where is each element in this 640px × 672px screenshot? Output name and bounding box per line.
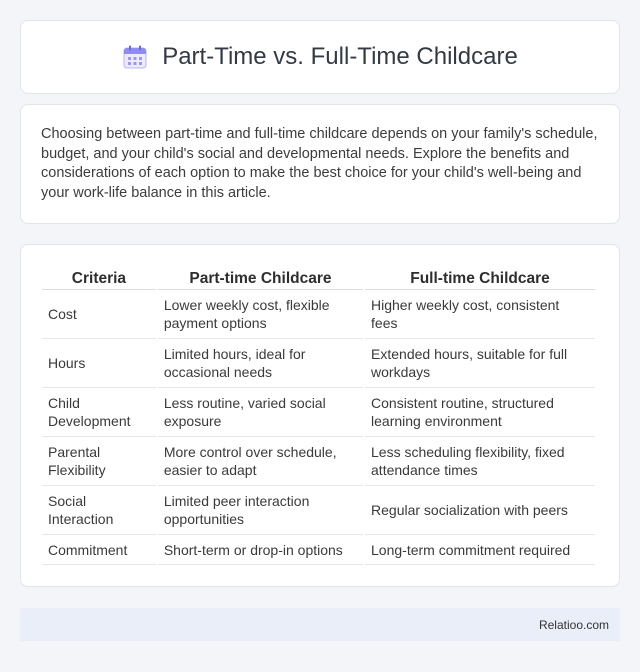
intro-card: [20, 104, 620, 224]
full-time-cell: Long-term commitment required: [365, 535, 595, 565]
full-time-cell: Regular socialization with peers: [365, 486, 595, 535]
criteria-cell: Social Interaction: [42, 486, 156, 535]
part-time-cell: Short-term or drop-in options: [158, 535, 363, 565]
full-time-cell: Consistent routine, structured learning environment: [365, 388, 595, 437]
intro-paragraph: Choosing between part-time and full-time childcare depends on your family's schedule, budget, and your child's social and developmental needs. Explore the benefits and considerations of each option to make the best choice for your child's well-being and your work-life balance in this article.: [41, 126, 598, 201]
calendar-icon: [122, 44, 148, 70]
criteria-cell: Commitment: [42, 535, 156, 565]
table-row: [42, 486, 595, 535]
full-time-cell: Extended hours, suitable for full workdays: [365, 339, 595, 388]
criteria-cell: Parental Flexibility: [42, 437, 156, 486]
table-row: [42, 388, 595, 437]
table-row: [42, 339, 595, 388]
page-title: Part-Time vs. Full-Time Childcare: [162, 43, 518, 70]
column-header-full-time: Full-time Childcare: [365, 265, 595, 290]
comparison-card: [20, 244, 620, 587]
footer-site-link[interactable]: Relatioo.com: [538, 617, 609, 632]
criteria-cell: Hours: [42, 339, 156, 388]
column-header-part-time: Part-time Childcare: [158, 265, 363, 290]
criteria-cell: Cost: [42, 290, 156, 339]
title-card: [20, 20, 620, 94]
part-time-cell: Lower weekly cost, flexible payment options: [158, 290, 363, 339]
table-header-row: [42, 265, 595, 290]
part-time-cell: More control over schedule, easier to adapt: [158, 437, 363, 486]
table-row: [42, 437, 595, 486]
table-row: [42, 290, 595, 339]
comparison-table: [40, 265, 597, 565]
criteria-cell: Child Development: [42, 388, 156, 437]
full-time-cell: Less scheduling flexibility, fixed attendance times: [365, 437, 595, 486]
part-time-cell: Limited hours, ideal for occasional needs: [158, 339, 363, 388]
part-time-cell: Less routine, varied social exposure: [158, 388, 363, 437]
table-row: [42, 535, 595, 565]
title-wrap: [122, 43, 518, 71]
full-time-cell: Higher weekly cost, consistent fees: [365, 290, 595, 339]
column-header-criteria: Criteria: [42, 265, 156, 290]
part-time-cell: Limited peer interaction opportunities: [158, 486, 363, 535]
footer-bar: [20, 608, 620, 641]
